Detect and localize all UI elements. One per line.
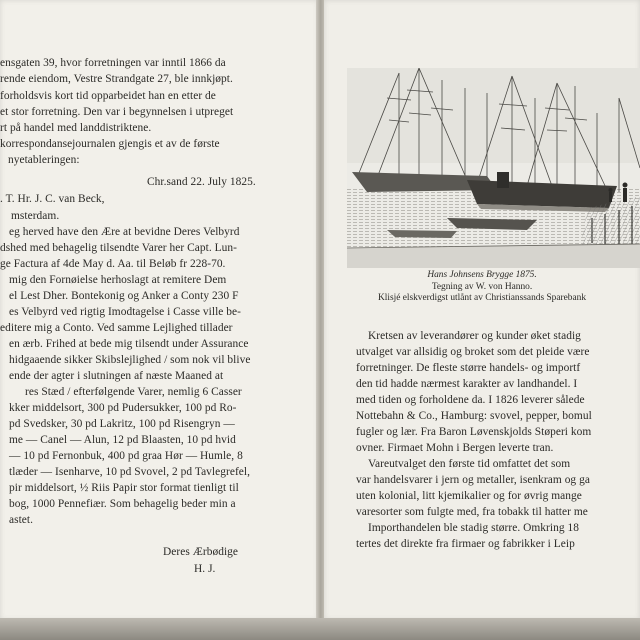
text-line: me — Canel — Alun, 12 pd Blaasten, 10 pd hvid (9, 434, 236, 446)
letter-closing: Deres Ærbødige (163, 546, 239, 558)
text-line: kker middelsort, 300 pd Pudersukker, 100 pd Ro- (9, 402, 237, 414)
text-line: Nottebahn & Co., Hamburg: svovel, pepper, bomul (356, 410, 592, 422)
image-caption-credit: Tegning av W. von Hanno. (431, 282, 533, 292)
text-line: varesorter som fulgte med, fra tobakk til hatter me (356, 506, 588, 518)
text-line: ovner. Firmaet Mohn i Bergen leverte tran. (356, 442, 554, 454)
text-line: Kretsen av leverandører og kunder øket stadig (368, 330, 581, 342)
text-line: mig den Fornøielse herhoslagt at remitere Dem (9, 274, 227, 286)
harbor-engraving (347, 68, 640, 268)
text-line: med tiden og forholdene da. I 1826 leverer sålede (356, 394, 585, 406)
text-line: fugler og lær. Fra Baron Løvenskjolds Støperi kom (356, 426, 592, 438)
letter-signature: H. J. (194, 563, 216, 575)
letter-addressee: msterdam. (11, 210, 60, 222)
left-page (0, 0, 318, 620)
text-line: et stor forretning. Den var i begynnelsen i utpreget (0, 106, 234, 118)
image-caption-title: Hans Johnsens Brygge 1875. (427, 270, 537, 280)
text-line: es Velbyrd ved rigtig Imodtagelse i Casse ville be- (9, 306, 241, 318)
text-line: astet. (9, 514, 34, 526)
text-line: pd Svedsker, 30 pd Lakritz, 100 pd Risengryn — (9, 418, 235, 430)
image-caption-source: Klisjé elskverdigst utlånt av Christianssands Sparebank (377, 293, 587, 303)
text-line: res Stæd / efterfølgende Varer, nemlig 6 Casser (25, 386, 242, 398)
text-line: eg herved have den Ære at bevidne Deres Velbyrd (9, 226, 240, 238)
text-line: forretninger. De fleste større handels- og importf (356, 362, 581, 374)
text-line: ende der agter i slutningen af næste Maaned at (9, 370, 224, 382)
text-line: korrespondansejournalen gjengis et av de første (0, 138, 220, 150)
text-line: den tid hadde nærmest karakter av landhandel. I (356, 378, 578, 390)
text-line: ensgaten 39, hvor forretningen var inntil 1866 da (0, 57, 226, 69)
text-line: var handelsvarer i jern og metaller, isenkram og ga (356, 474, 590, 486)
text-line: nyetableringen: (8, 154, 80, 166)
text-line: ge Factura af 4de May d. Aa. til Beløb fr 228-70. (0, 258, 226, 270)
text-line: Vareutvalget den første tid omfattet det som (368, 458, 571, 470)
text-line: rt på handel med landdistriktene. (0, 122, 152, 134)
letter-date: Chr.sand 22. July 1825. (147, 176, 256, 188)
text-line: dshed med behagelig tilsendte Varer her Capt. Lun- (0, 242, 237, 254)
text-line: tlæder — Isenharve, 10 pd Svovel, 2 pd Tavlegrefel, (9, 466, 251, 478)
text-line: — 10 pd Fernonbuk, 400 pd graa Hør — Humle, 8 (9, 450, 243, 462)
text-line: Importhandelen ble stadig større. Omkring 18 (368, 522, 579, 534)
text-line: bog, 1000 Pennefiær. Som behagelig beder min a (9, 498, 236, 510)
text-line: uten kolonial, litt kjemikalier og for øvrig mange (356, 490, 582, 502)
text-line: pir middelsort, ½ Riis Papir stor format tienligt til (9, 482, 239, 494)
text-line: hidgaaende sikker Skibslejlighed / som nok vil blive (9, 354, 251, 366)
letter-addressee: . T. Hr. J. C. van Beck, (0, 193, 105, 205)
text-line: rende eiendom, Vestre Strandgate 27, ble innkjøpt. (0, 73, 233, 85)
text-line: forholdsvis kort tid opparbeidet han en etter de (0, 90, 216, 102)
ships-illustration (347, 68, 640, 268)
text-line: tertes det direkte fra firmaer og fabrikker i Leip (356, 538, 575, 550)
text-line: el Lest Dher. Bontekonig og Anker a Conty 230 F (9, 290, 239, 302)
text-line: editere mig a Conto. Ved samme Lejlighed tillader (0, 322, 233, 334)
book-bottom-edge (0, 618, 640, 640)
text-line: en ærb. Frihed at bede mig tilsendt under Assurance (9, 338, 249, 350)
text-line: utvalget var allsidig og broket som det pleide være (356, 346, 590, 358)
